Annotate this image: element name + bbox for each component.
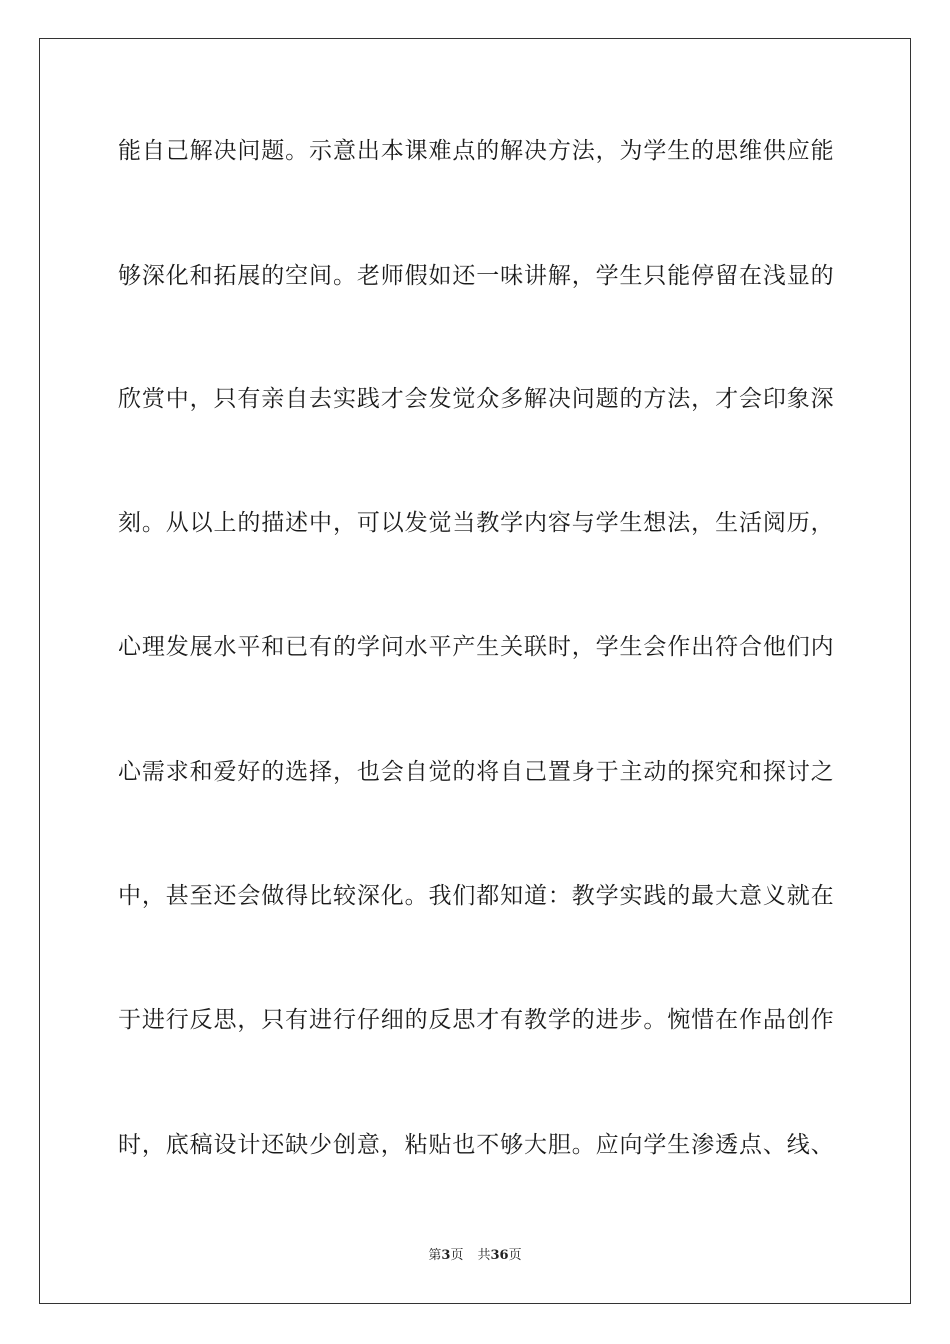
page-label-suffix: 页	[450, 1248, 464, 1263]
text-line: 时，底稿设计还缺少创意，粘贴也不够大胆。应向学生渗透点、线、	[118, 1132, 834, 1158]
page-label-prefix: 第	[428, 1248, 442, 1263]
total-label-prefix: 共	[477, 1248, 491, 1263]
total-pages: 36	[490, 1248, 509, 1263]
total-label-suffix: 页	[508, 1248, 522, 1263]
text-line: 够深化和拓展的空间。老师假如还一味讲解，学生只能停留在浅显的	[118, 263, 834, 289]
page-footer	[0, 1247, 950, 1265]
text-line: 中，甚至还会做得比较深化。我们都知道：教学实践的最大意义就在	[118, 883, 834, 909]
text-line: 能自己解决问题。示意出本课难点的解决方法，为学生的思维供应能	[118, 138, 834, 164]
text-line: 心理发展水平和已有的学问水平产生关联时，学生会作出符合他们内	[118, 634, 834, 660]
text-line: 刻。从以上的描述中，可以发觉当教学内容与学生想法，生活阅历，	[118, 510, 834, 536]
text-line: 于进行反思，只有进行仔细的反思才有教学的进步。惋惜在作品创作	[118, 1007, 834, 1033]
text-line: 欣赏中，只有亲自去实践才会发觉众多解决问题的方法，才会印象深	[118, 386, 834, 412]
text-line: 心需求和爱好的选择，也会自觉的将自己置身于主动的探究和探讨之	[118, 759, 834, 785]
page-border	[39, 38, 911, 1304]
page-number: 3	[441, 1248, 451, 1263]
